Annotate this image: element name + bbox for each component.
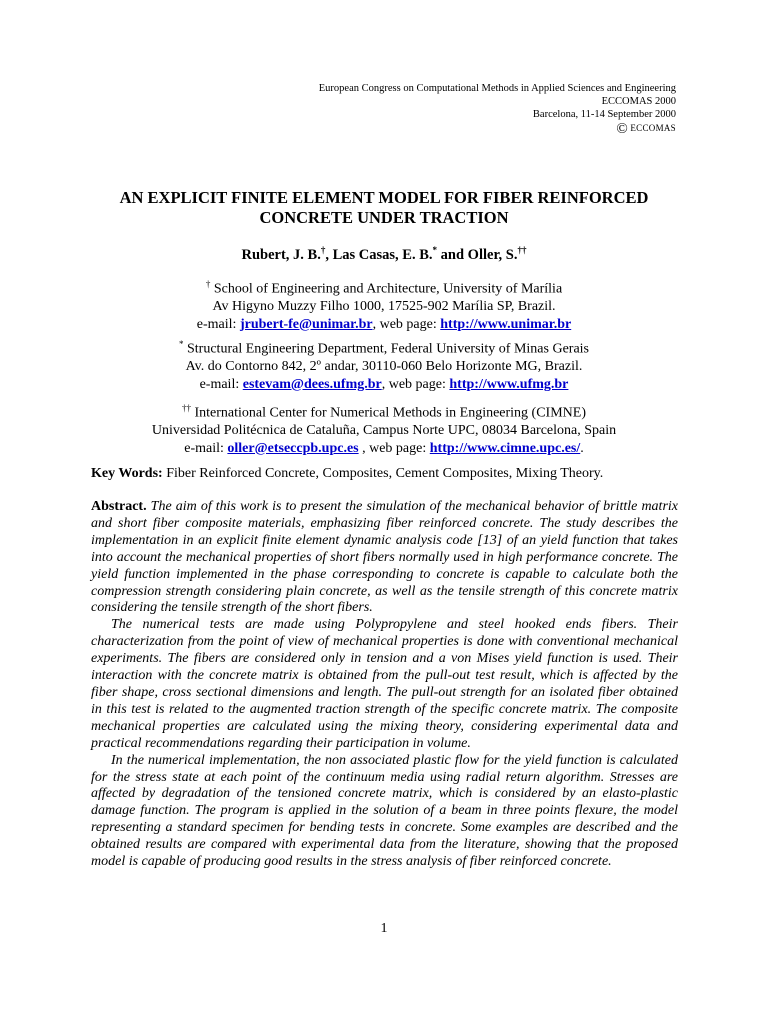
author-name: Oller, S.: [467, 246, 518, 263]
conference-acronym: ECCOMAS 2000: [601, 96, 676, 107]
keywords: [91, 465, 691, 483]
abstract-label: Abstract.: [91, 499, 147, 514]
affiliation-institution-text: International Center for Numerical Methods in Engineering (CIMNE): [191, 405, 586, 421]
email-link[interactable]: oller@etseccpb.upc.es: [227, 440, 359, 456]
web-label: , web page:: [372, 316, 441, 332]
affiliation-block: [60, 400, 708, 457]
author-list: [60, 241, 708, 264]
affiliation-address: Universidad Politécnica de Cataluña, Campus Norte UPC, 08034 Barcelona, Spain: [151, 423, 617, 439]
copyright-org: ECCOMAS: [630, 123, 676, 133]
affiliation-mark: ††: [182, 403, 191, 413]
affiliation-address: Av. do Contorno 842, 2º andar, 30110-060 Belo Horizonte MG, Brazil.: [185, 359, 583, 375]
affiliation-institution: [60, 276, 708, 298]
keywords-label: Key Words:: [91, 466, 163, 481]
affiliation-address: Av Higyno Muzzy Filho 1000, 17525-902 Marília SP, Brazil.: [212, 299, 556, 315]
keywords-text: Fiber Reinforced Concrete, Composites, Cement Composites, Mixing Theory.: [162, 466, 604, 481]
affiliation-institution-text: School of Engineering and Architecture, University of Marília: [210, 281, 563, 297]
author-name: Rubert, J. B.: [241, 246, 321, 263]
affiliation-institution: [60, 336, 708, 358]
copyright-line: [256, 122, 676, 136]
author-affiliation-mark: †: [320, 245, 326, 255]
web-label: , web page:: [358, 440, 430, 456]
email-label: e-mail:: [184, 440, 228, 456]
email-link[interactable]: estevam@dees.ufmg.br: [242, 376, 382, 392]
email-label: e-mail:: [196, 316, 240, 332]
conference-location-date: Barcelona, 11-14 September 2000: [532, 109, 676, 120]
abstract: [91, 499, 678, 871]
web-link[interactable]: http://www.cimne.upc.es/: [429, 440, 581, 456]
paper-title: [60, 188, 708, 228]
abstract-paragraph: The numerical tests are made using Polypropylene and steel hooked ends fibers. Their characterization from the point of view of mechanical properties is done with conventional mechanical experiments. The fibers are considered only in tension and a von Mises yield function is used. Their interaction with the concrete matrix is obtained from the pull-out test result, which is affected by the fiber shape, cross sectional dimensions and length. The pull-out strength for an isolated fiber obtained in this test is related to the augmented traction strength of the specific concrete matrix. The composite mechanical properties are calculated using the mixing theory, considering experimental data and practical recommendations regarding their participation in volume.: [91, 617, 678, 751]
author-affiliation-mark: *: [432, 245, 438, 255]
author-separator: ,: [325, 246, 333, 263]
affiliation-block: [60, 336, 708, 393]
affiliation-contact: [60, 316, 708, 334]
affiliation-contact: [60, 376, 708, 394]
web-link[interactable]: http://www.ufmg.br: [449, 376, 569, 392]
email-label: e-mail:: [199, 376, 243, 392]
title-line-1: AN EXPLICIT FINITE ELEMENT MODEL FOR FIBER REINFORCED: [119, 188, 649, 207]
affiliation-institution: [60, 400, 708, 422]
abstract-paragraph: In the numerical implementation, the non associated plastic flow for the yield function is calculated for the stress state at each point of the continuum media using radial return algorithm. Stresses are affected by degradation of the tensioned concrete matrix, which is considered by an elasto-plastic damage function. The program is applied in the solution of a beam in three points flexure, the model representing a standard specimen for bending tests in concrete. Some examples are described and the obtained results are compared with experimental data from the literature, showing that the proposed model is capable of producing good results in the stress analysis of fiber reinforced concrete.: [91, 752, 678, 870]
abstract-paragraph: [91, 499, 678, 617]
affiliation-mark: †: [205, 279, 211, 289]
email-link[interactable]: jrubert-fe@unimar.br: [239, 316, 373, 332]
author-separator: and: [437, 246, 468, 263]
web-label: , web page:: [381, 376, 450, 392]
affiliation-institution-text: Structural Engineering Department, Federal University of Minas Gerais: [183, 341, 589, 357]
contact-end: .: [580, 440, 584, 456]
conference-name: European Congress on Computational Methods in Applied Sciences and Engineering: [318, 83, 676, 94]
title-line-2: CONCRETE UNDER TRACTION: [259, 208, 509, 227]
web-link[interactable]: http://www.unimar.br: [440, 316, 572, 332]
conference-header: [256, 82, 676, 136]
page-number: 1: [380, 921, 388, 936]
affiliation-contact: [60, 440, 708, 458]
copyright-symbol: ©: [616, 121, 628, 137]
author-name: Las Casas, E. B.: [332, 246, 433, 263]
author-affiliation-mark: ††: [517, 245, 527, 255]
abstract-text: The aim of this work is to present the simulation of the mechanical behavior of brittle matrix and short fiber composite materials, emphasizing fiber reinforced concrete. The study describes the implementation in an explicit finite element dynamic analysis code [13] of an yield function that takes into account the mechanical properties of short fibers normally used in high performance concrete. The yield function implemented in the phase corresponding to concrete is capable to calculate both the compression strength considering plain concrete, as well as the tensile strength of this concrete matrix considering the tensile strength of the short fibers.: [91, 499, 678, 616]
affiliation-mark: *: [179, 339, 184, 349]
affiliation-block: [60, 276, 708, 333]
